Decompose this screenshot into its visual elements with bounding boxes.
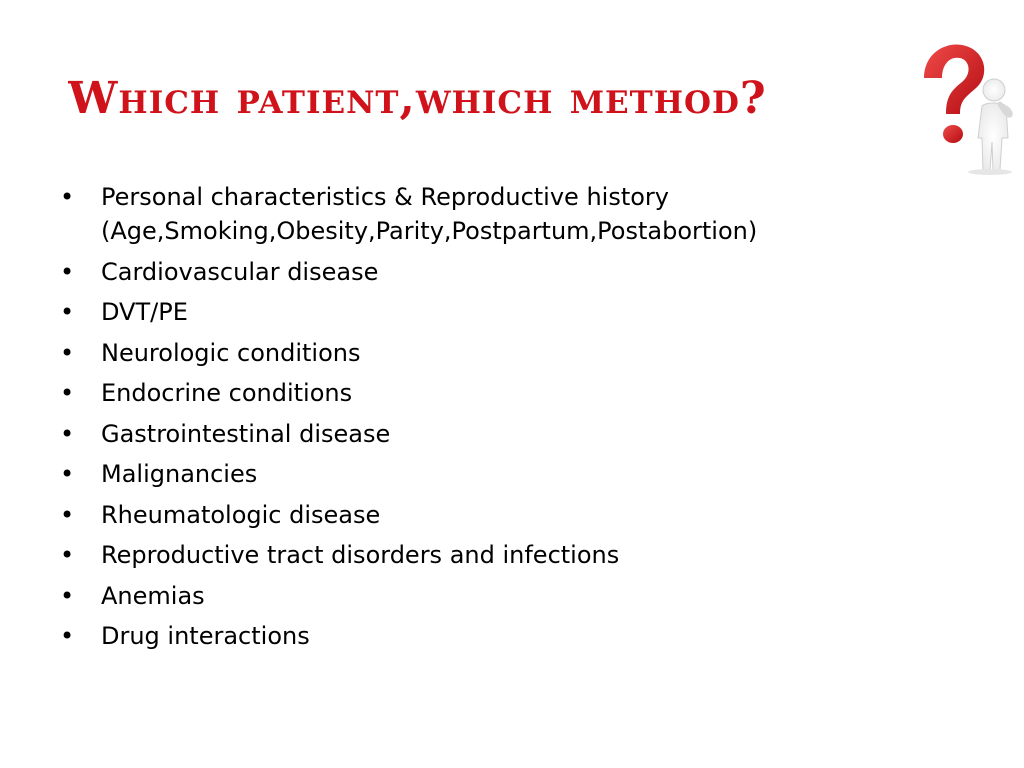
list-item <box>56 619 976 653</box>
bullet-dot: • <box>60 338 75 367</box>
bullet-dot: • <box>60 581 75 610</box>
bullet-text: DVT/PE <box>101 298 188 326</box>
bullet-text: Endocrine conditions <box>101 379 353 407</box>
question-mark-person-icon <box>890 30 1024 178</box>
list-item <box>56 336 976 370</box>
bullet-text: Malignancies <box>101 460 258 488</box>
list-item <box>56 376 976 410</box>
bullet-dot: • <box>60 183 75 211</box>
bullet-dot: • <box>60 298 75 326</box>
list-item <box>56 180 976 248</box>
list-item <box>56 457 976 491</box>
list-item <box>56 579 976 613</box>
bullet-text: Anemias <box>101 581 205 610</box>
bullet-dot: • <box>60 500 75 529</box>
bullet-list <box>56 180 976 660</box>
bullet-dot: • <box>60 257 75 286</box>
bullet-dot: • <box>60 622 75 650</box>
list-item <box>56 295 976 329</box>
bullet-text: Personal characteristics & Reproductive history <box>101 183 669 211</box>
bullet-dot: • <box>60 419 75 448</box>
bullet-text: Cardiovascular disease <box>101 257 379 286</box>
bullet-dot: • <box>60 379 75 407</box>
list-item <box>56 417 976 451</box>
slide-title: Which patient,which method? <box>68 73 767 124</box>
bullet-text: Drug interactions <box>101 622 310 650</box>
bullet-text: Reproductive tract disorders and infections <box>101 541 620 569</box>
list-item <box>56 498 976 532</box>
bullet-text: Gastrointestinal disease <box>101 419 391 448</box>
bullet-text: Neurologic conditions <box>101 338 361 367</box>
bullet-dot: • <box>60 541 75 569</box>
list-item <box>56 538 976 572</box>
bullet-subtext: (Age,Smoking,Obesity,Parity,Postpartum,Postabortion) <box>101 217 758 245</box>
bullet-dot: • <box>60 460 75 488</box>
list-item <box>56 255 976 289</box>
bullet-text: Rheumatologic disease <box>101 500 381 529</box>
